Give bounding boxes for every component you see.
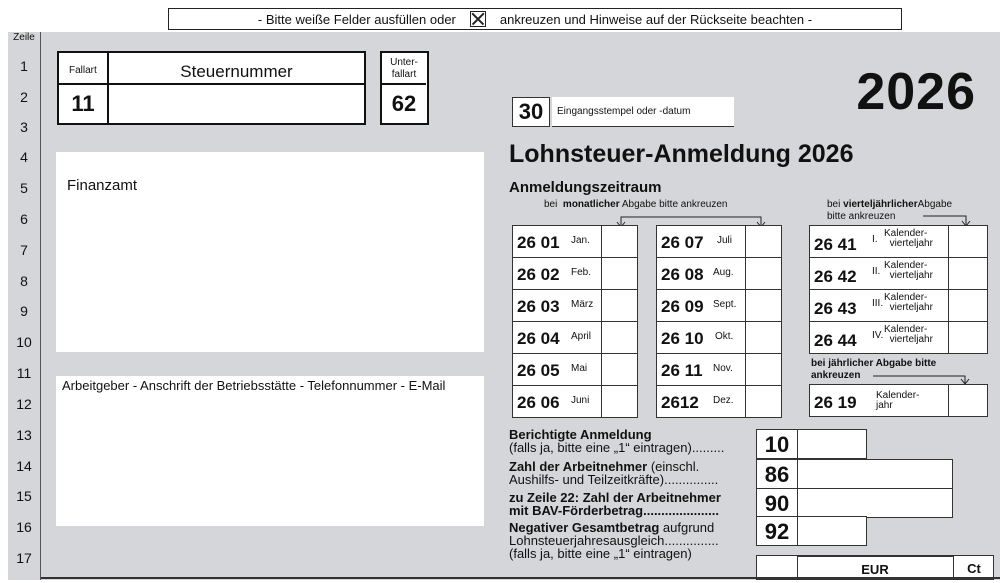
line-code: 10 — [756, 429, 798, 459]
zeile-number: 11 — [16, 365, 32, 381]
arbeitgeber-field[interactable] — [56, 376, 484, 526]
line-text-bold: Berichtigte Anmeldung — [509, 427, 652, 442]
quarter-checkbox[interactable] — [948, 322, 988, 353]
fallart-label-cell — [59, 53, 109, 85]
quarter-code: 26 43 — [814, 299, 857, 318]
month-label: Juli — [717, 235, 733, 246]
quarter-row[interactable] — [809, 321, 988, 354]
month-row[interactable] — [512, 321, 638, 354]
month-code: 26 10 — [661, 329, 704, 348]
month-checkbox[interactable] — [745, 226, 781, 257]
quarterly-note-bold: vierteljährlicher — [843, 199, 918, 210]
month-checkbox[interactable] — [745, 386, 781, 417]
zeile-number: 14 — [16, 458, 32, 474]
line-92-text — [509, 521, 719, 560]
zeile-number: 2 — [20, 89, 28, 105]
annual-label — [876, 391, 919, 411]
month-label: Mai — [571, 363, 588, 374]
unterfallart-value: 62 — [391, 91, 417, 116]
month-checkbox[interactable] — [601, 290, 637, 321]
steuernummer-label: Steuernummer — [109, 53, 364, 85]
quarter-code: 26 44 — [814, 331, 857, 350]
line-90-field[interactable] — [797, 488, 953, 518]
line-90-text — [509, 491, 721, 517]
quarter-label-line1: Kalender- — [884, 228, 928, 239]
quarterly-note-pre: bei — [827, 199, 841, 210]
period-heading: Anmeldungszeitraum — [509, 179, 662, 196]
zeile-header: Zeile — [13, 32, 35, 43]
quarter-checkbox[interactable] — [948, 258, 988, 289]
month-label: Nov. — [713, 363, 733, 374]
zeile-column — [8, 32, 41, 580]
month-label: Okt. — [715, 331, 734, 342]
line-code: 92 — [756, 516, 798, 546]
quarter-roman: III. — [872, 298, 884, 309]
quarter-code: 26 41 — [814, 235, 857, 254]
quarter-label-line2: vierteljahr — [889, 238, 933, 249]
line-text-line2: Aushilfs- und Teilzeitkräfte)............... — [509, 472, 719, 487]
month-checkbox[interactable] — [745, 354, 781, 385]
eur-header: EUR — [797, 556, 953, 580]
month-row[interactable] — [656, 321, 782, 354]
line-text-bold: Zahl der Arbeitnehmer — [509, 459, 648, 474]
month-checkbox[interactable] — [745, 258, 781, 289]
line-code: 90 — [756, 488, 798, 518]
line-text-rest: (einschl. — [647, 459, 700, 474]
month-row[interactable] — [656, 385, 782, 418]
monthly-note-bold: monatlicher — [562, 199, 620, 210]
month-checkbox[interactable] — [601, 322, 637, 353]
month-label: Sept. — [713, 299, 737, 310]
zeile-number: 5 — [20, 180, 28, 196]
month-code: 26 06 — [517, 393, 560, 412]
eingang-code: 30 — [512, 97, 550, 127]
annual-note-line1: bei jährlicher Abgabe bitte — [811, 358, 937, 369]
fallart-value: 11 — [59, 85, 109, 123]
annual-label-line1: Kalender- — [876, 390, 920, 401]
month-row[interactable] — [656, 225, 782, 258]
form-area — [41, 32, 1000, 580]
line-text-bold: zu Zeile 22: Zahl der Arbeitnehmer — [509, 490, 721, 505]
quarter-label — [884, 229, 933, 249]
quarter-label — [884, 293, 933, 313]
zeile-number: 3 — [20, 119, 28, 135]
unterfallart-box — [380, 51, 429, 125]
line-92-field[interactable] — [797, 516, 867, 546]
month-label: Aug. — [713, 267, 734, 278]
month-row[interactable] — [656, 289, 782, 322]
month-code: 26 02 — [517, 265, 560, 284]
month-code: 26 08 — [661, 265, 704, 284]
months-jan-jun — [512, 225, 638, 417]
month-code: 26 11 — [661, 361, 703, 380]
zeile-number: 10 — [16, 334, 32, 350]
quarter-code: 26 42 — [814, 267, 857, 286]
month-label: Jan. — [571, 235, 590, 246]
line-text-line2: Lohnsteuerjahresausgleich............... — [509, 533, 719, 548]
month-code: 26 05 — [517, 361, 560, 380]
month-code: 26 09 — [661, 297, 704, 316]
quarter-label-line1: Kalender- — [884, 260, 928, 271]
quarter-row[interactable] — [809, 289, 988, 322]
month-code: 2612 — [661, 393, 699, 412]
quarter-roman: IV. — [872, 330, 884, 341]
quarter-label-line2: vierteljahr — [889, 302, 933, 313]
quarterly-note-post: Abgabe — [917, 199, 953, 210]
quarter-roman: I. — [872, 234, 878, 245]
fallart-label: Fallart — [69, 65, 97, 76]
quarter-row[interactable] — [809, 225, 988, 258]
line-text-line3: (falls ja, bitte eine „1“ eintragen) — [509, 546, 692, 561]
x-mark-icon — [470, 11, 486, 27]
zeile-number: 17 — [16, 550, 32, 566]
zeile-number: 12 — [16, 396, 32, 412]
zeile-number: 8 — [20, 273, 28, 289]
line-text-rest: aufgrund — [659, 520, 715, 535]
month-label: April — [571, 331, 592, 342]
month-label: Juni — [571, 395, 590, 406]
month-row[interactable] — [512, 257, 638, 290]
month-label: Feb. — [571, 267, 592, 278]
steuernummer-field[interactable] — [109, 85, 364, 123]
monthly-note-post: Abgabe bitte ankreuzen — [621, 199, 728, 210]
month-checkbox[interactable] — [601, 354, 637, 385]
month-code: 26 03 — [517, 297, 560, 316]
quarters-block — [809, 225, 988, 354]
unterfallart-label-line1: Unter- — [390, 57, 418, 68]
zeile-number: 7 — [20, 242, 28, 258]
monthly-note-pre: bei — [544, 199, 558, 210]
zeile-number: 6 — [20, 211, 28, 227]
month-row[interactable] — [656, 257, 782, 290]
eingang-label: Eingangsstempel oder -datum — [552, 97, 734, 127]
line-code: 86 — [756, 459, 798, 489]
month-label: Dez. — [713, 395, 734, 406]
line-86-text — [509, 460, 718, 486]
arbeitgeber-label: Arbeitgeber - Anschrift der Betriebsstätte - Telefonnummer - E-Mail — [62, 378, 446, 393]
zeile-number: 1 — [20, 58, 28, 74]
months-jul-dec — [656, 225, 782, 417]
quarter-row[interactable] — [809, 257, 988, 290]
month-code: 26 07 — [661, 233, 704, 252]
annual-checkbox[interactable] — [948, 385, 988, 416]
month-row[interactable] — [512, 385, 638, 418]
month-checkbox[interactable] — [601, 386, 637, 417]
line-10-field[interactable] — [797, 429, 867, 459]
line-text-line2: (falls ja, bitte eine „1“ eintragen)......... — [509, 440, 725, 455]
month-row[interactable] — [512, 353, 638, 386]
unterfallart-label-line2: fallart — [391, 69, 417, 80]
month-label: März — [571, 299, 594, 310]
month-row[interactable] — [656, 353, 782, 386]
quarter-label-line1: Kalender- — [884, 324, 928, 335]
month-row[interactable] — [512, 225, 638, 258]
notice-text-after: ankreuzen und Hinweise auf der Rückseite beachten - — [499, 11, 813, 27]
month-row[interactable] — [512, 289, 638, 322]
form-title: Lohnsteuer-Anmeldung 2026 — [509, 140, 854, 168]
zeile-number: 16 — [16, 519, 32, 535]
line-10-text — [509, 428, 724, 454]
ct-header: Ct — [967, 561, 981, 576]
quarter-checkbox[interactable] — [948, 290, 988, 321]
line-86-field[interactable] — [797, 459, 953, 489]
zeile-number: 9 — [20, 303, 28, 319]
line-text-bold: Negativer Gesamtbetrag — [509, 520, 660, 535]
finanzamt-label: Finanzamt — [67, 177, 138, 194]
unterfallart-label — [382, 53, 426, 85]
month-code: 26 04 — [517, 329, 560, 348]
line-text-line2: mit BAV-Förderbetrag..................... — [509, 503, 719, 518]
quarterly-note-line2: bitte ankreuzen — [827, 211, 896, 222]
form-year: 2026 — [856, 63, 976, 121]
month-checkbox[interactable] — [745, 290, 781, 321]
quarter-label-line1: Kalender- — [884, 292, 928, 303]
quarter-label — [884, 325, 933, 345]
zeile-number: 13 — [16, 427, 32, 443]
annual-note-line2: ankreuzen — [811, 370, 861, 381]
quarter-label-line2: vierteljahr — [889, 270, 933, 281]
quarter-checkbox[interactable] — [948, 226, 988, 257]
bottom-rule — [41, 577, 1000, 579]
quarter-label — [884, 261, 933, 281]
quarter-label-line2: vierteljahr — [889, 334, 933, 345]
annual-row[interactable] — [809, 384, 988, 417]
zeile-number: 15 — [16, 488, 32, 504]
zeile-number: 4 — [20, 149, 28, 165]
annual-label-line2: jahr — [876, 400, 893, 411]
quarter-roman: II. — [872, 266, 881, 277]
month-checkbox[interactable] — [601, 258, 637, 289]
annual-code: 26 19 — [814, 393, 857, 412]
month-checkbox[interactable] — [745, 322, 781, 353]
notice-text-before: - Bitte weiße Felder ausfüllen oder — [257, 11, 456, 27]
month-code: 26 01 — [517, 233, 560, 252]
month-checkbox[interactable] — [601, 226, 637, 257]
steuernummer-box — [57, 51, 366, 125]
finanzamt-field[interactable] — [56, 152, 484, 352]
top-notice — [168, 8, 902, 30]
